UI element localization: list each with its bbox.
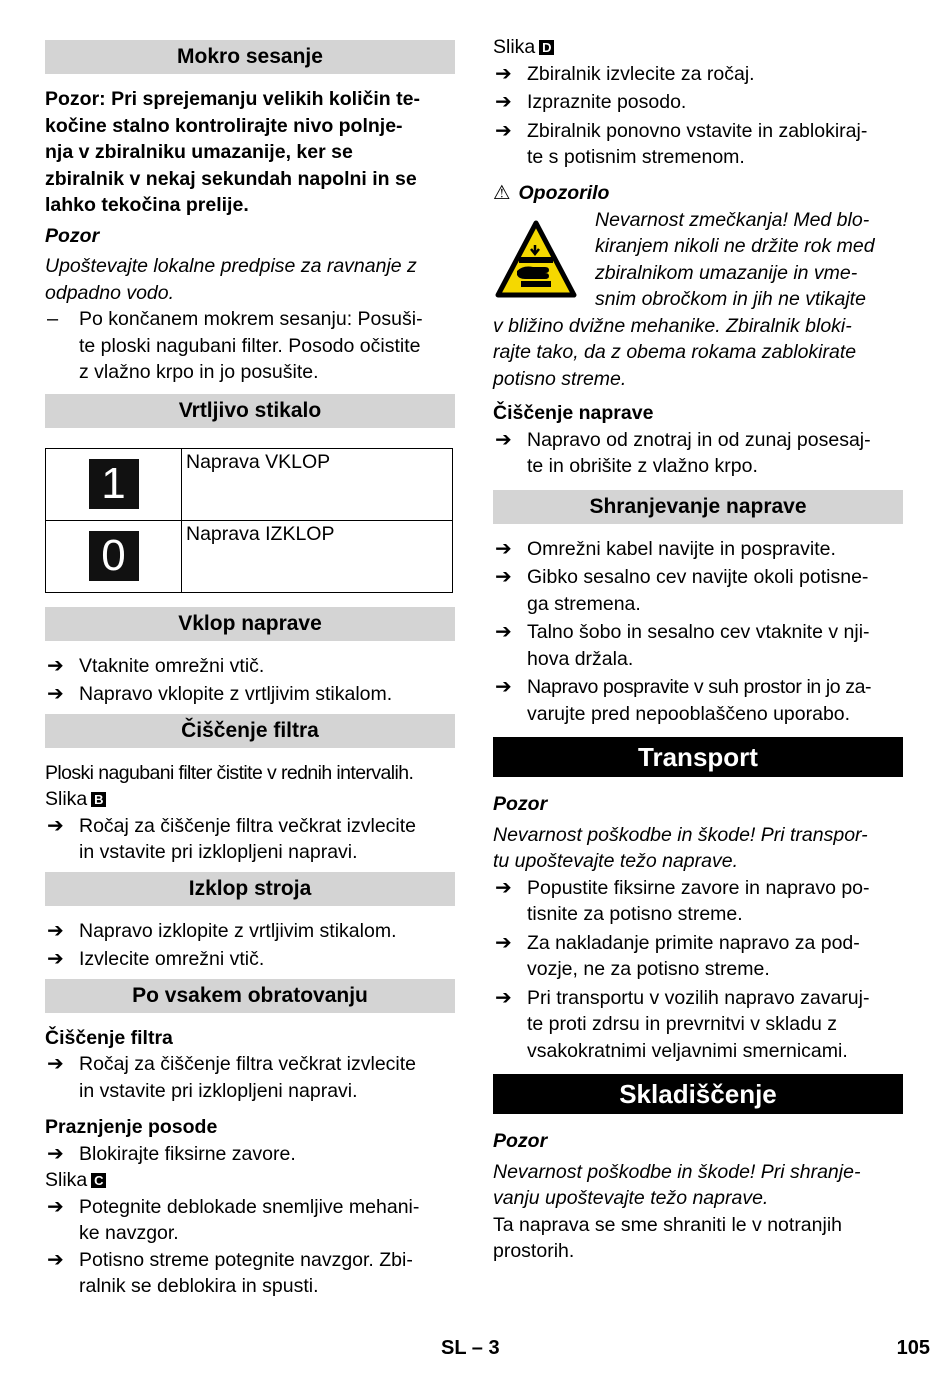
arrow-right-icon: ➔ — [47, 948, 64, 970]
bold-line: lahko tekočina prelije. — [45, 194, 249, 216]
warning-triangle-icon: ⚠ — [493, 181, 511, 204]
pozor-label: Pozor — [493, 1130, 548, 1152]
list-item-text: ralnik se deblokira in spusti. — [79, 1275, 319, 1297]
list-item — [45, 681, 455, 708]
dash-line: z vlažno krpo in jo posušite. — [79, 361, 319, 383]
list-item — [45, 918, 455, 945]
switch-on-label: Naprava VKLOP — [182, 448, 453, 520]
arrow-right-icon: ➔ — [495, 62, 512, 85]
filter-text: Ploski nagubani filter čistite v rednih intervalih. — [45, 761, 414, 784]
list-item-text: te proti zdrsu in prevrnitvi v skladu z — [527, 1013, 837, 1035]
switch-row-on — [46, 448, 453, 520]
list-item — [493, 875, 903, 928]
warning-line: zbiralnikom umazanije in vme- — [595, 261, 858, 284]
arrow-right-icon: ➔ — [495, 621, 512, 643]
list-item-text: Napravo od znotraj in od zunaj posesaj- — [527, 428, 871, 451]
list-item — [493, 61, 903, 88]
dash-line: Po končanem mokrem sesanju: Posuši- — [79, 308, 423, 330]
list-item-text: Potegnite deblokade snemljive mehani- — [79, 1195, 420, 1218]
list-item-text: ke navzgor. — [79, 1222, 179, 1244]
arrow-right-icon: ➔ — [495, 876, 512, 899]
list-item-text: Omrežni kabel navijte in pospravite. — [527, 537, 836, 560]
list-item — [45, 1247, 455, 1300]
page-number: 105 — [896, 1337, 930, 1359]
figure-ref — [493, 34, 903, 61]
list-item — [493, 536, 903, 563]
heading-switch-on: Vklop naprave — [45, 607, 455, 641]
figure-label: Slika — [493, 36, 536, 58]
list-item-text: Napravo vklopite z vrtljivim stikalom. — [79, 683, 393, 705]
bold-line: kočine stalno kontrolirajte nivo polnje- — [45, 114, 403, 137]
figure-label: Slika — [45, 788, 88, 810]
list-item — [493, 674, 903, 727]
warning-line: potisno streme. — [493, 367, 627, 390]
dash-marker: – — [47, 308, 59, 330]
list-item-text: Izpraznite posodo. — [527, 91, 687, 113]
heading-device-storage: Shranjevanje naprave — [493, 490, 903, 524]
list-item-text: Zbiralnik ponovno vstavite in zablokiraj- — [527, 119, 868, 142]
warning-block — [493, 207, 903, 393]
list-item-text: Talno šobo in sesalno cev vtaknite v nji- — [527, 621, 870, 643]
list-item — [493, 427, 903, 480]
arrow-right-icon: ➔ — [495, 428, 512, 451]
list-item — [45, 813, 455, 866]
list-item — [493, 118, 903, 171]
switch-off-label: Naprava IZKLOP — [182, 520, 453, 592]
footer-language — [441, 1337, 500, 1360]
list-item — [493, 930, 903, 983]
list-item-text: Za nakladanje primite napravo za pod- — [527, 931, 860, 954]
list-item-text: Gibko sesalno cev navijte okoli potisne- — [527, 566, 869, 588]
subheading-device-cleaning: Čiščenje naprave — [493, 402, 654, 424]
subheading-emptying: Praznjenje posode — [45, 1116, 218, 1138]
arrow-right-icon: ➔ — [47, 1053, 64, 1075]
arrow-right-icon: ➔ — [47, 1142, 64, 1165]
heading-switch-off: Izklop stroja — [45, 872, 455, 906]
warning-line: kiranjem nikoli ne držite rok med — [595, 235, 875, 257]
list-item — [493, 985, 903, 1065]
arrow-right-icon: ➔ — [47, 654, 64, 677]
footer-lang: SL — [441, 1337, 467, 1359]
list-item — [45, 946, 455, 973]
subheading-filter: Čiščenje filtra — [45, 1026, 173, 1049]
warning-heading — [493, 179, 903, 207]
arrow-right-icon: ➔ — [47, 1195, 64, 1218]
warning-line: rajte tako, da z obema rokama zablokirate — [493, 341, 857, 363]
list-item — [45, 653, 455, 680]
figure-letter-badge: D — [539, 40, 554, 55]
switch-table — [45, 448, 453, 593]
bold-line: Pozor: Pri sprejemanju velikih količin te- — [45, 88, 420, 110]
italic-line: Upoštevajte lokalne predpise za ravnanje z — [45, 255, 417, 277]
switch-on-symbol: 1 — [89, 459, 139, 509]
heading-filter-cleaning: Čiščenje filtra — [45, 714, 455, 748]
hand-crush-hazard-icon — [495, 219, 577, 301]
heading-rotary-switch: Vrtljivo stikalo — [45, 394, 455, 428]
arrow-right-icon: ➔ — [495, 986, 512, 1009]
arrow-right-icon: ➔ — [47, 814, 64, 837]
arrow-right-icon: ➔ — [47, 683, 64, 705]
italic-line: vanju upoštevajte težo naprave. — [493, 1187, 769, 1209]
list-item-text: varujte pred nepooblaščeno uporabo. — [527, 702, 851, 725]
figure-letter-badge: B — [91, 792, 106, 807]
warning-line: snim obročkom in jih ne vtikajte — [595, 288, 866, 310]
list-item-text: Vtaknite omrežni vtič. — [79, 654, 265, 677]
list-item-text: tisnite za potisno streme. — [527, 903, 743, 925]
heading-after-operation: Po vsakem obratovanju — [45, 979, 455, 1013]
list-item-text: ga stremena. — [527, 592, 641, 615]
figure-letter-badge: C — [91, 1173, 106, 1188]
list-item-text: te in obrišite z vlažno krpo. — [527, 455, 758, 477]
pozor-label: Pozor — [45, 224, 100, 247]
arrow-right-icon: ➔ — [495, 931, 512, 954]
list-item-text: Pri transportu v vozilih napravo zavaruj- — [527, 986, 870, 1009]
list-item — [493, 564, 903, 617]
arrow-right-icon: ➔ — [47, 1248, 64, 1271]
list-item-text: Zbiralnik izvlecite za ročaj. — [527, 62, 755, 85]
list-item-text: hova držala. — [527, 647, 634, 670]
warning-line: v bližino dvižne mehanike. Zbiralnik bloki- — [493, 314, 852, 337]
switch-row-off — [46, 520, 453, 592]
heading-wet-vacuum: Mokro sesanje — [45, 40, 455, 74]
arrow-right-icon: ➔ — [495, 91, 512, 113]
figure-label: Slika — [45, 1169, 88, 1191]
list-item-text: Napravo izklopite z vrtljivim stikalom. — [79, 919, 397, 942]
list-item — [45, 1141, 455, 1168]
list-item-text: in vstavite pri izklopljeni napravi. — [79, 841, 358, 863]
list-item-text: Napravo pospravite v suh prostor in jo za- — [527, 676, 872, 698]
list-item-text: Ročaj za čiščenje filtra večkrat izvlecite — [79, 1053, 417, 1075]
list-item — [493, 89, 903, 116]
list-item-text: Popustite fiksirne zavore in napravo po- — [527, 876, 870, 899]
storage-text: Ta naprava se sme shraniti le v notranjih — [493, 1213, 843, 1236]
figure-ref — [45, 1167, 455, 1194]
dash-line: te ploski nagubani filter. Posodo očistite — [79, 334, 421, 357]
italic-line: odpadno vodo. — [45, 281, 175, 304]
bold-line: nja v zbiralniku umazanije, ker se — [45, 141, 353, 163]
arrow-right-icon: ➔ — [495, 119, 512, 142]
bold-line: zbiralnik v nekaj sekundah napolni in se — [45, 167, 417, 190]
arrow-right-icon: ➔ — [47, 919, 64, 942]
list-item-text: Ročaj za čiščenje filtra večkrat izvlecite — [79, 814, 417, 837]
warning-line: Nevarnost zmečkanja! Med blo- — [595, 208, 870, 231]
arrow-right-icon: ➔ — [495, 566, 512, 588]
warning-title: Opozorilo — [518, 181, 610, 204]
heading-transport: Transport — [493, 737, 903, 777]
list-item-text: Blokirajte fiksirne zavore. — [79, 1142, 296, 1165]
storage-text: prostorih. — [493, 1240, 575, 1262]
switch-off-symbol: 0 — [89, 531, 139, 581]
italic-line: Nevarnost poškodbe in škode! Pri transpor- — [493, 823, 868, 846]
list-item-text: in vstavite pri izklopljeni napravi. — [79, 1079, 358, 1102]
list-item-text: vozje, ne za potisno streme. — [527, 958, 770, 980]
left-column — [45, 34, 455, 1300]
list-item-text: vsakokratnimi veljavnimi smernicami. — [527, 1039, 848, 1062]
dash-item — [45, 306, 455, 386]
footer-section: – 3 — [471, 1337, 500, 1359]
list-item — [45, 1051, 455, 1104]
arrow-right-icon: ➔ — [495, 537, 512, 560]
pozor-label: Pozor — [493, 793, 548, 815]
list-item — [493, 619, 903, 672]
list-item-text: te s potisnim stremenom. — [527, 146, 745, 168]
italic-line: tu upoštevajte težo naprave. — [493, 850, 738, 872]
heading-storage: Skladiščenje — [493, 1074, 903, 1114]
list-item-text: Izvlecite omrežni vtič. — [79, 948, 265, 970]
arrow-right-icon: ➔ — [495, 676, 512, 698]
figure-ref — [45, 786, 455, 813]
right-column — [493, 34, 903, 1265]
list-item — [45, 1194, 455, 1247]
list-item-text: Potisno streme potegnite navzgor. Zbi- — [79, 1248, 413, 1271]
italic-line: Nevarnost poškodbe in škode! Pri shranje- — [493, 1160, 861, 1183]
